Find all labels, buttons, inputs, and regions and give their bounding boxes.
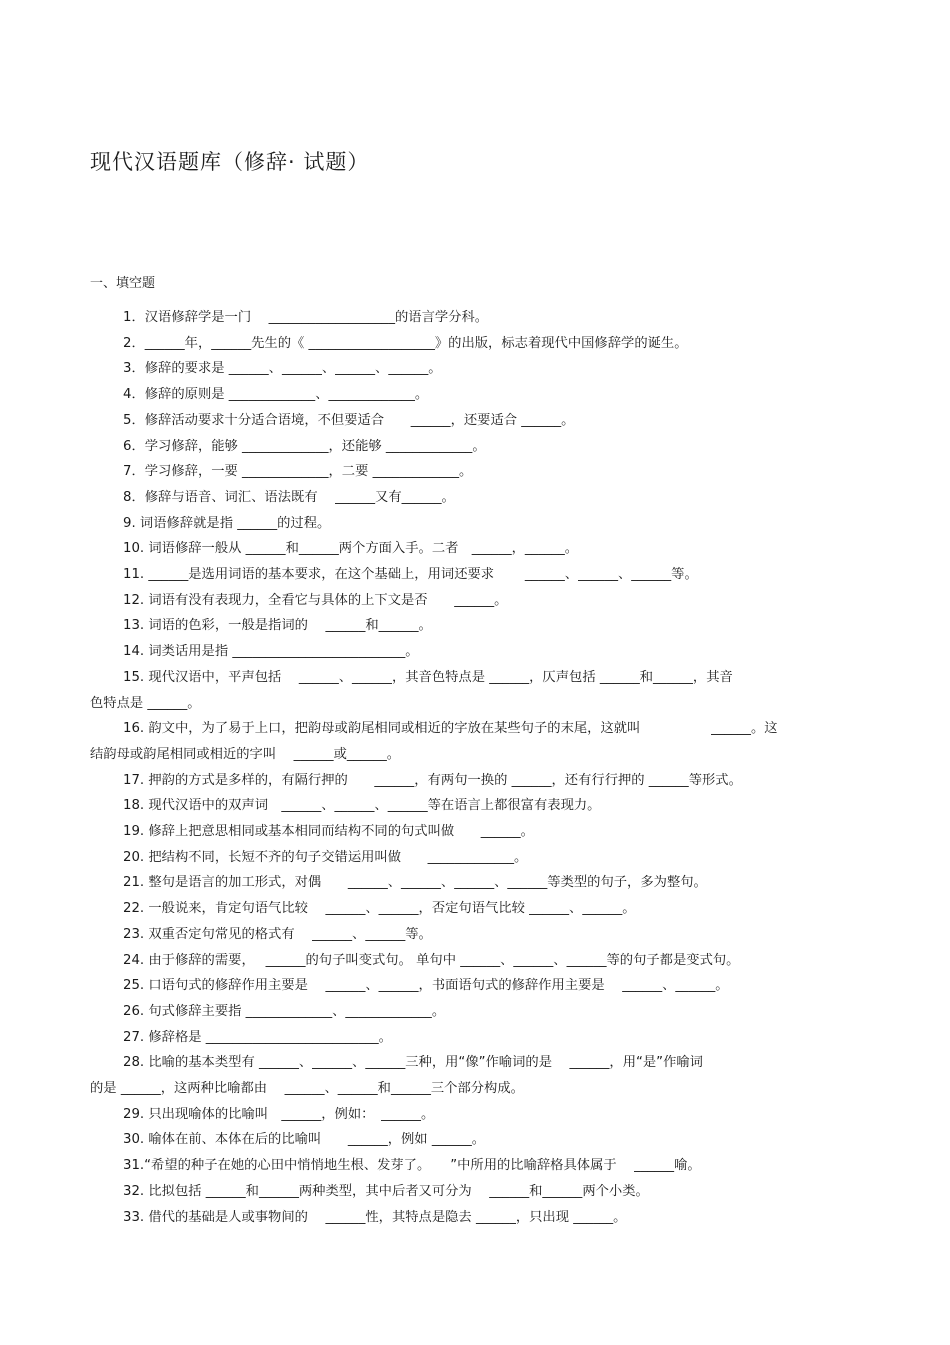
- question-line: 13. 词语的色彩，一般是指词的 ______和______。: [123, 618, 432, 633]
- question-line: 1．汉语修辞学是一门 ___________________的语言学分科。: [123, 310, 489, 325]
- section-heading: 一、填空题: [90, 276, 156, 291]
- question-line: 5．修辞活动要求十分适合语境，不但要适合 ______，还要适合 ______。: [123, 413, 575, 428]
- question-line: 26. 句式修辞主要指 _____________、_____________。: [123, 1004, 446, 1019]
- question-line: 16. 韵文中，为了易于上口，把韵母或韵尾相同或相近的字放在某些句子的末尾，这就叫 ______。这: [123, 721, 778, 736]
- question-line-continued: 的是 ______，这两种比喻都由 ______、______和______三个部分构成。: [90, 1081, 524, 1096]
- question-line: 28. 比喻的基本类型有 ______、______、______三种，用“像”作喻词的是 ______，用“是”作喻词: [123, 1055, 703, 1070]
- question-line: 6．学习修辞，能够 _____________，还能够 _____________。: [123, 439, 486, 454]
- question-line: 19. 修辞上把意思相同或基本相同而结构不同的句式叫做 ______。: [123, 824, 534, 839]
- question-line-continued: 色特点是 ______。: [90, 696, 201, 711]
- question-line: 21. 整句是语言的加工形式，对偶 ______、______、______、______等类型的句子，多为整句。: [123, 875, 707, 890]
- question-line: 18. 现代汉语中的双声词 ______、______、______等在语言上都很富有表现力。: [123, 798, 601, 813]
- question-line: 7．学习修辞，一要 _____________，二要 _____________。: [123, 464, 473, 479]
- question-line: 23. 双重否定句常见的格式有 ______、______等。: [123, 927, 432, 942]
- question-line: 8．修辞与语音、词汇、语法既有 ______又有______。: [123, 490, 455, 505]
- question-line-continued: 结韵母或韵尾相同或相近的字叫 ______或______。: [90, 747, 401, 762]
- question-line: 3．修辞的要求是 ______、______、______、______。: [123, 361, 442, 376]
- page-title: 现代汉语题库（修辞· 试题）: [90, 150, 370, 174]
- question-line: 30. 喻体在前、本体在后的比喻叫 ______，例如 ______。: [123, 1132, 486, 1147]
- question-line: 11. ______是选用词语的基本要求，在这个基础上，用词还要求 ______、______、______等。: [123, 567, 698, 582]
- question-line: 2．______年，______先生的《 ___________________》的出版，标志着现代中国修辞学的诞生。: [123, 336, 688, 351]
- question-line: 32. 比拟包括 ______和______两种类型，其中后者又可分为 ______和______两个小类。: [123, 1184, 649, 1199]
- question-line: 14. 词类话用是指 __________________________。: [123, 644, 419, 659]
- question-line: 9. 词语修辞就是指 ______的过程。: [123, 516, 331, 531]
- question-line: 24. 由于修辞的需要， ______的句子叫变式句。 单句中 ______、______、______等的句子都是变式句。: [123, 953, 740, 968]
- question-line: 15. 现代汉语中，平声包括 ______、______，其音色特点是 ______，仄声包括 ______和______，其音: [123, 670, 733, 685]
- question-line: 12. 词语有没有表现力，全看它与具体的上下文是否 ______。: [123, 593, 508, 608]
- question-line: 20. 把结构不同，长短不齐的句子交错运用叫做 _____________。: [123, 850, 528, 865]
- question-line: 29. 只出现喻体的比喻叫 ______，例如： ______。: [123, 1107, 435, 1122]
- question-line: 10. 词语修辞一般从 ______和______两个方面入手。二者 ______，______。: [123, 541, 579, 556]
- question-line: 27. 修辞格是 __________________________。: [123, 1030, 392, 1045]
- question-line: 25. 口语句式的修辞作用主要是 ______、______，书面语句式的修辞作用主要是 ______、______。: [123, 978, 729, 993]
- question-line: 33. 借代的基础是人或事物间的 ______性，其特点是隐去 ______，只出现 ______。: [123, 1210, 627, 1225]
- question-line: 31.“希望的种子在她的心田中悄悄地生根、发芽了。 ”中所用的比喻辞格具体属于 ______喻。: [123, 1158, 701, 1173]
- question-line: 4．修辞的原则是 _____________、_____________。: [123, 387, 429, 402]
- question-line: 17. 押韵的方式是多样的，有隔行押的 ______，有两句一换的 ______，还有行行押的 ______等形式。: [123, 773, 742, 788]
- question-line: 22. 一般说来，肯定句语气比较 ______、______，否定句语气比较 ______、______。: [123, 901, 636, 916]
